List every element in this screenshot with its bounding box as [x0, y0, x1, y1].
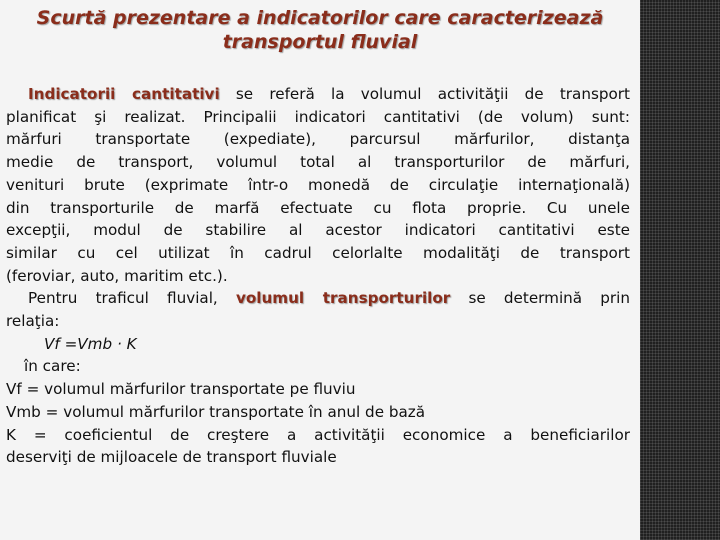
in-care-label: în care:: [24, 357, 81, 376]
slide-title-line-2: transportul fluvial: [222, 31, 418, 53]
highlight-quantitative-indicators: Indicatorii cantitativi: [28, 85, 220, 103]
slide-body: [6, 83, 630, 469]
paragraph-line: relaţia:: [6, 312, 60, 331]
slide-title: [0, 6, 640, 54]
definition-vf: Vf = volumul mărfurilor transportate pe fluviu: [6, 380, 356, 399]
text-span: se referă la volumul activităţii de transport: [219, 85, 630, 103]
formula: Vf =Vmb · K: [44, 334, 137, 353]
paragraph-river-traffic: [6, 287, 630, 378]
definition-vmb: Vmb = volumul mărfurilor transportate în anul de bază: [6, 402, 426, 421]
definition-k-continued: deserviţi de mijloacele de transport fluviale: [6, 448, 337, 467]
paragraph-line: venituri brute (exprimate într-o monedă de circulaţie internaţională): [6, 175, 630, 194]
paragraph-line: medie de transport, volumul total al transporturilor de mărfuri,: [6, 153, 630, 172]
paragraph-quantitative-indicators: [6, 83, 630, 287]
definitions-list: [6, 378, 630, 469]
paragraph-line: din transporturile de marfă efectuate cu flota proprie. Cu unele: [6, 198, 630, 217]
paragraph-line: (feroviar, auto, maritim etc.).: [6, 266, 228, 285]
paragraph-line: excepţii, modul de stabilire al acestor indicatori cantitativi este: [6, 221, 630, 240]
text-span: Pentru traficul fluvial,: [28, 289, 236, 308]
decorative-side-strip: [640, 0, 720, 540]
paragraph-line: planificat şi realizat. Principalii indicatori cantitativi (de volum) sunt:: [6, 107, 630, 126]
slide-title-line-1: Scurtă prezentare a indicatorilor care caracterizează: [36, 7, 604, 29]
paragraph-line: [6, 83, 630, 106]
text-span: se determină prin: [450, 289, 630, 308]
definition-k: K = coeficientul de creştere a activităţii economice a beneficiarilor: [6, 425, 630, 444]
paragraph-line: [6, 287, 630, 310]
paragraph-line: similar cu cel utilizat în cadrul celorlalte modalităţi de transport: [6, 243, 630, 262]
paragraph-line: mărfuri transportate (expediate), parcursul mărfurilor, distanţa: [6, 130, 630, 149]
highlight-transport-volume: volumul transporturilor: [235, 289, 451, 308]
